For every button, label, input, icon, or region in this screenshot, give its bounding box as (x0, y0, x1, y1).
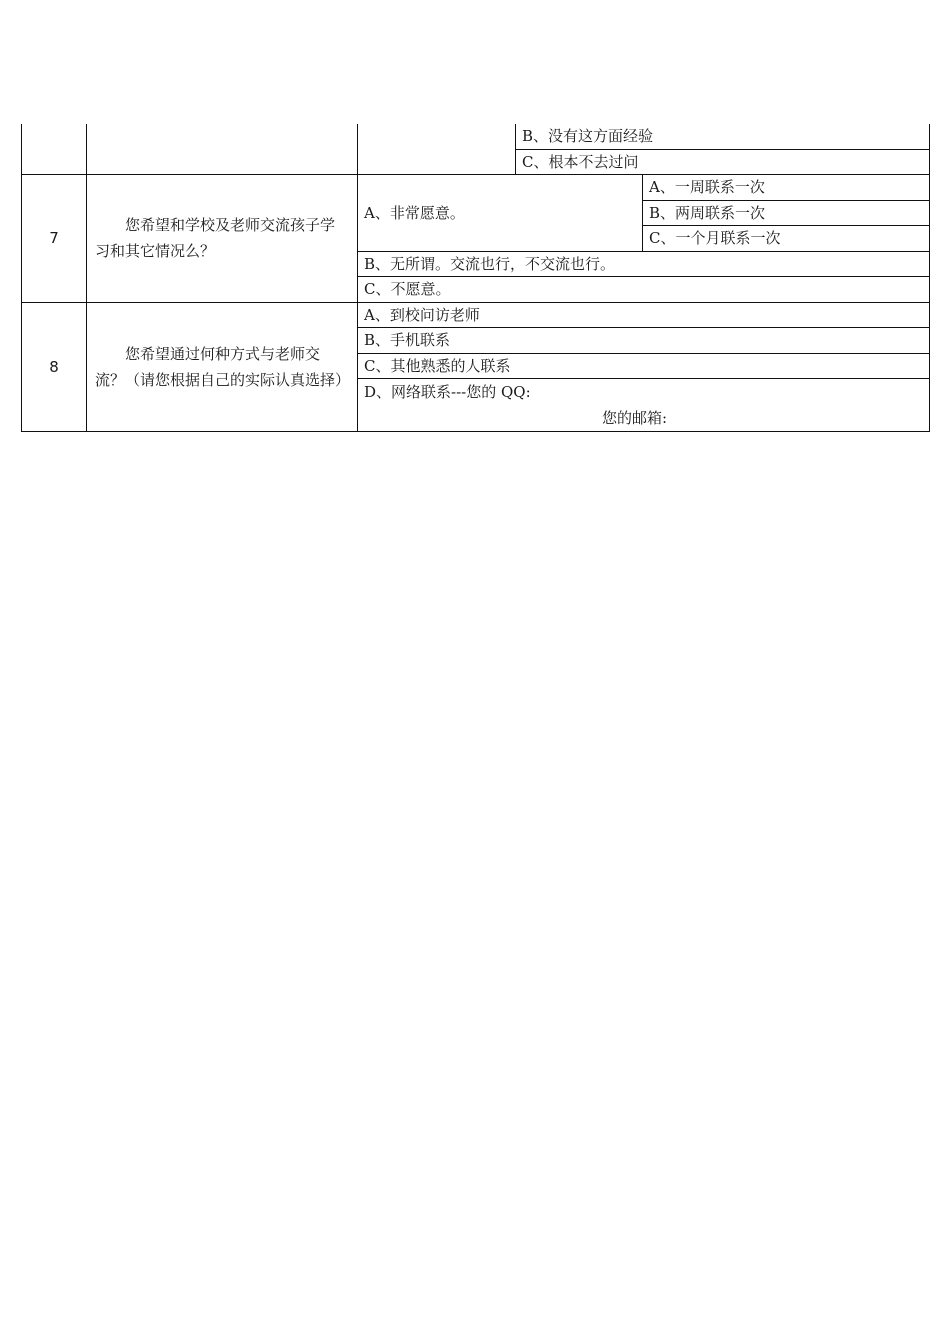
table-row (22, 302, 930, 328)
question-text: 您希望通过何种方式与老师交流？（请您根据自己的实际认真选择） (87, 302, 358, 432)
option-d-email-label: 您的邮箱: (602, 409, 668, 427)
option-a: A、到校问访老师 (358, 302, 930, 328)
frequency-option-monthly: C、一个月联系一次 (643, 226, 930, 252)
option-b: B、手机联系 (358, 328, 930, 354)
frequency-option-biweekly: B、两周联系一次 (643, 200, 930, 226)
question-number-cell (22, 124, 87, 175)
option-a: A、非常愿意。 (358, 175, 643, 252)
table-row (22, 124, 930, 149)
question-text-cell (87, 124, 358, 175)
answer-cell (358, 124, 516, 175)
option-c: C、根本不去过问 (516, 149, 930, 175)
question-number: 8 (22, 302, 87, 432)
option-b: B、没有这方面经验 (516, 124, 930, 149)
question-text: 您希望和学校及老师交流孩子学习和其它情况么？ (87, 175, 358, 303)
option-d (358, 379, 930, 432)
option-d-qq-label: D、网络联系---您的 QQ: (364, 383, 531, 401)
table-row (22, 175, 930, 201)
option-c: C、其他熟悉的人联系 (358, 353, 930, 379)
option-c: C、不愿意。 (358, 277, 930, 303)
survey-table (21, 124, 930, 432)
frequency-option-weekly: A、一周联系一次 (643, 175, 930, 201)
option-b: B、无所谓。交流也行，不交流也行。 (358, 251, 930, 277)
question-number: 7 (22, 175, 87, 303)
